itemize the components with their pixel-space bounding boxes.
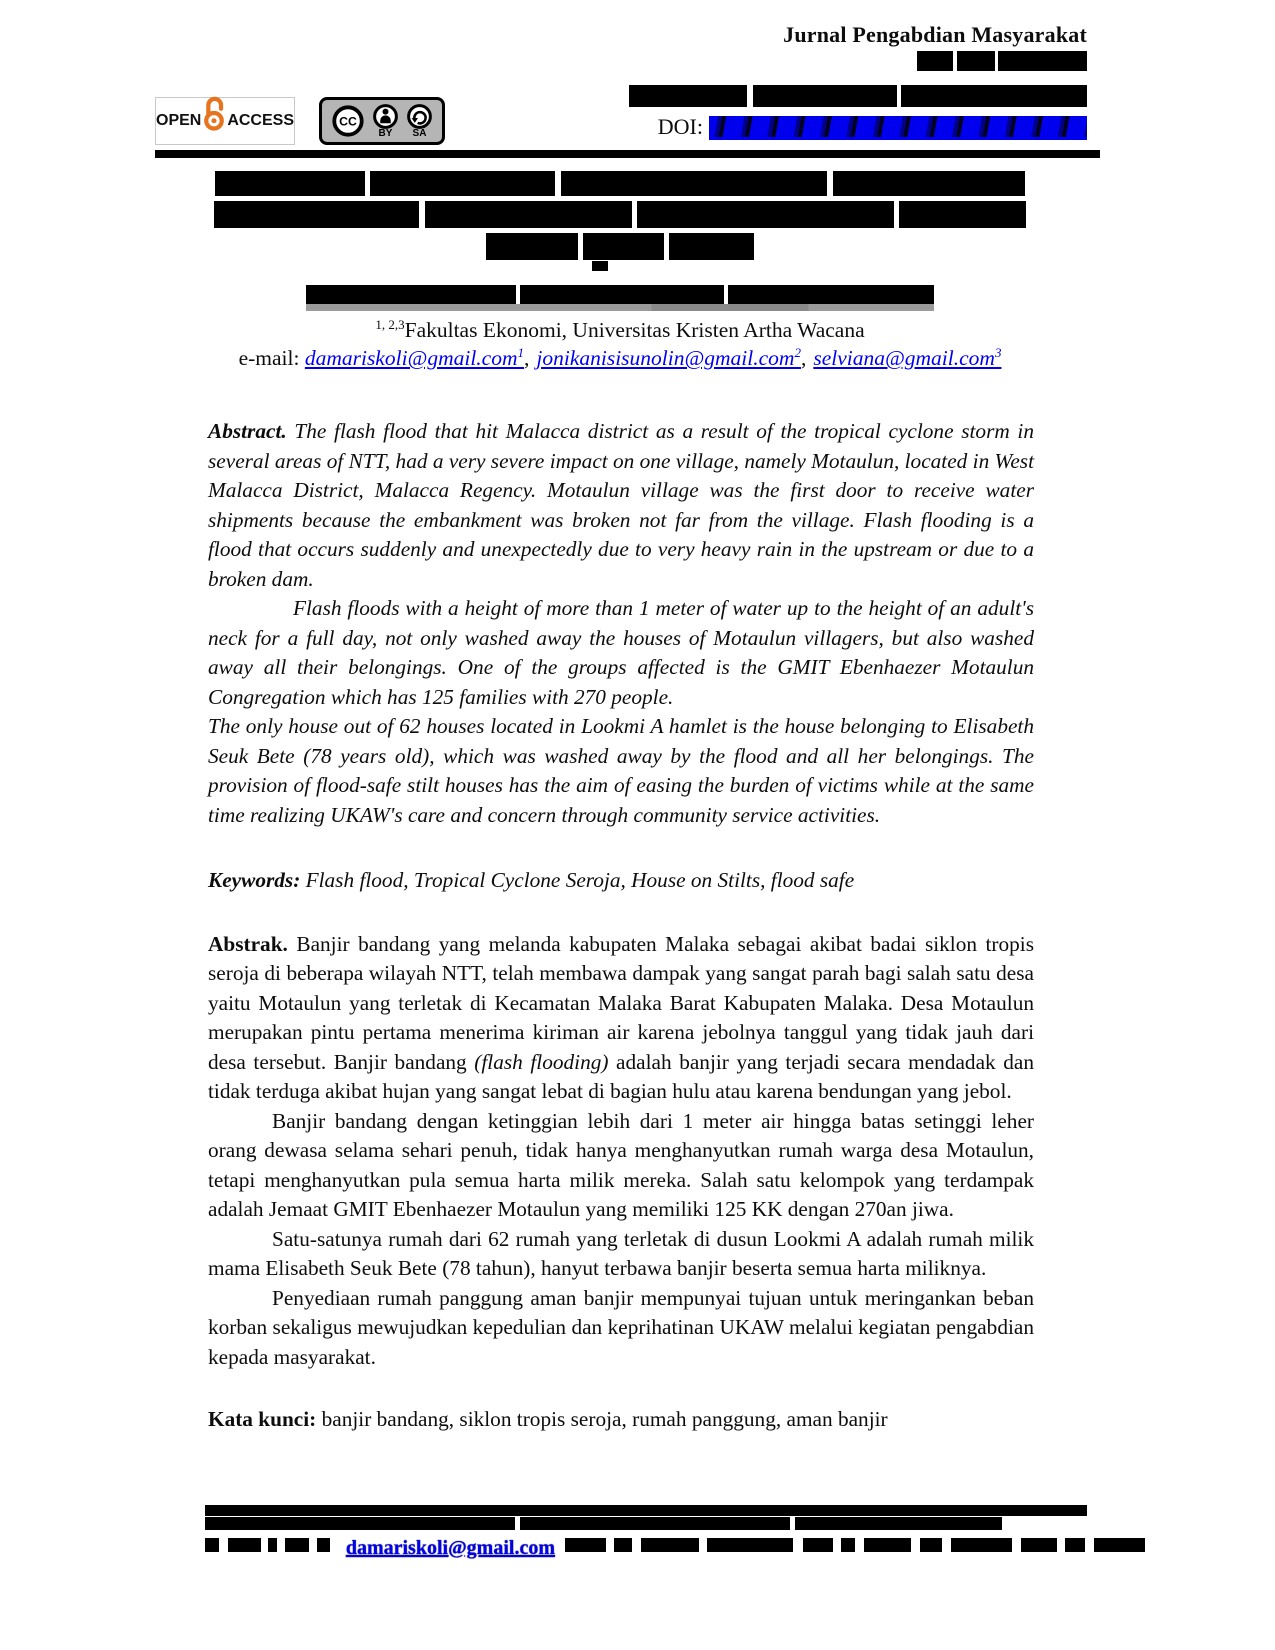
logo-row bbox=[155, 97, 445, 145]
cc-by-sa-badge bbox=[319, 97, 445, 145]
doi-row bbox=[629, 114, 1087, 140]
abstract-en-p1-text: The flash flood that hit Malacca district as a result of the tropical cyclone storm in several areas of NTT, had a very severe impact on one village, namely Motaulun, located in West Malacca District, Malacca Regency. Motaulun village was the first door to receive water shipments because the embankment was broken not far from the village. Flash flooding is a flood that occurs suddenly and unexpectedly due to very heavy rain in the upstream or due to a broken dam. bbox=[208, 419, 1035, 591]
redacted-footnote-fragment bbox=[317, 1538, 330, 1552]
footnote-email-link[interactable]: damariskoli@gmail.com bbox=[345, 1536, 555, 1559]
email-label: e-mail: bbox=[238, 346, 305, 371]
redacted-footnote-fragment bbox=[803, 1538, 833, 1552]
cc-by-label: BY bbox=[378, 128, 393, 139]
email-link-2-text: jonikanisisunolin@gmail.com bbox=[536, 346, 795, 371]
abstrak-id-p1-italic: (flash flooding) bbox=[474, 1049, 609, 1074]
redacted-volume-line bbox=[917, 51, 1087, 71]
abstrak-id-paragraph-3: Satu-satunya rumah dari 62 rumah yang terletak di dusun Lookmi A adalah rumah milik mama Elisabeth Seuk Bete (78 tahun), hanyut terbawa banjir beserta semua harta miliknya. bbox=[208, 1226, 1034, 1280]
journal-title: Jurnal Pengabdian Masyarakat bbox=[783, 22, 1087, 47]
abstract-en-paragraph-3: The only house out of 62 houses located in Lookmi A hamlet is the house belonging to Elisabeth Seuk Bete (78 years old), which was washed away by the flood and all her belongings. The provision of flood-safe stilt houses has the aim of easing the burden of victims while at the same time realizing UKAW's care and concern through community service activities. bbox=[208, 714, 1034, 827]
redacted-footnote-fragment bbox=[1065, 1538, 1085, 1552]
redacted-footnote-fragment bbox=[614, 1538, 632, 1552]
redacted-footnote-fragment bbox=[228, 1538, 262, 1552]
abstrak-id-label: Abstrak. bbox=[208, 931, 288, 956]
redacted-footnote-fragment bbox=[1094, 1538, 1145, 1552]
open-lock-icon bbox=[202, 88, 226, 138]
redacted-footnote-fragment bbox=[841, 1538, 855, 1552]
affiliation-line bbox=[375, 317, 864, 343]
email-link-2-sup: 2 bbox=[794, 345, 801, 361]
journal-header bbox=[629, 22, 1087, 140]
redacted-author-names bbox=[306, 285, 934, 304]
redacted-footnote-bar-1 bbox=[205, 1505, 1087, 1516]
cc-by-icon bbox=[372, 103, 399, 139]
email-link-1-text: damariskoli@gmail.com bbox=[304, 346, 518, 371]
title-block bbox=[0, 171, 1240, 371]
abstract-en-paragraph-1 bbox=[208, 417, 1034, 594]
keywords-line bbox=[208, 866, 1034, 896]
article-body bbox=[208, 417, 1034, 1435]
cc-sa-icon bbox=[406, 103, 433, 139]
redacted-footnote-fragment bbox=[1021, 1538, 1057, 1552]
redacted-title-line-1 bbox=[215, 171, 1025, 196]
abstract-en-label: Abstract. bbox=[208, 419, 287, 443]
email-separator: , bbox=[800, 346, 807, 371]
redacted-title-line-3 bbox=[486, 233, 754, 260]
cc-sa-label: SA bbox=[412, 128, 427, 139]
keywords-label: Keywords: bbox=[208, 868, 301, 892]
open-access-text-open: OPEN bbox=[156, 112, 202, 129]
redacted-footnote-fragment bbox=[920, 1538, 942, 1552]
redacted-title-line-2 bbox=[214, 201, 1026, 228]
email-link-3-text: selviana@gmail.com bbox=[813, 346, 995, 371]
affiliation-text: Fakultas Ekonomi, Universitas Kristen Artha Wacana bbox=[404, 318, 865, 343]
redacted-footnote-fragment bbox=[641, 1538, 698, 1552]
kata-kunci-line bbox=[208, 1405, 1034, 1435]
redacted-title-descender bbox=[592, 261, 608, 271]
header-rule bbox=[155, 150, 1100, 158]
author-names-ghost bbox=[306, 304, 934, 311]
abstrak-id-paragraph-1 bbox=[208, 930, 1034, 1107]
doi-label: DOI: bbox=[657, 114, 703, 139]
redacted-footnote-bar-2 bbox=[205, 1517, 1002, 1530]
redacted-footnote-fragment bbox=[951, 1538, 1012, 1552]
cc-icon-text: CC bbox=[339, 114, 357, 129]
email-separator: , bbox=[524, 346, 530, 371]
redacted-footnote-fragment bbox=[565, 1538, 606, 1552]
abstract-en-paragraph-2: Flash floods with a height of more than 1 meter of water up to the height of an adult's neck for a full day, not only washed away the houses of Motaulun villagers, but also washed away all their belongings. One of the groups affected is the GMIT Ebenhaezer Motaulun Congregation which has 125 families with 270 people. bbox=[208, 596, 1034, 709]
footnote-last-line bbox=[205, 1534, 1145, 1559]
email-line bbox=[239, 345, 1002, 371]
cc-icon bbox=[331, 104, 365, 138]
footnote-block bbox=[205, 1505, 1145, 1559]
open-access-text-access: ACCESS bbox=[227, 112, 294, 129]
redacted-footnote-fragment bbox=[285, 1538, 309, 1552]
abstrak-id-paragraph-4: Penyediaan rumah panggung aman banjir mempunyai tujuan untuk meringankan beban korban sekaligus mewujudkan kepedulian dan keprihatinan UKAW melalui kegiatan pengabdian kepada masyarakat. bbox=[208, 1285, 1034, 1369]
kata-kunci-label: Kata kunci: bbox=[208, 1407, 317, 1431]
affiliation-superscript: 1, 2,3 bbox=[375, 317, 405, 332]
keywords-text: Flash flood, Tropical Cyclone Seroja, House on Stilts, flood safe bbox=[305, 868, 855, 892]
redacted-footnote-fragment bbox=[268, 1538, 277, 1552]
redacted-footnote-fragment bbox=[205, 1538, 219, 1552]
abstrak-id-p1-text-b: adalah banjir yang terjadi secara mendadak dan tidak terduga akibat hujan yang sangat lebat di bagian hulu atau karena bendungan yang jebol. bbox=[208, 1049, 1035, 1103]
abstrak-id-p1-text-a: Banjir bandang yang melanda kabupaten Malaka sebagai akibat badai siklon tropis seroja di beberapa wilayah NTT, telah membawa dampak yang sangat parah bagi salah satu desa yaitu Motaulun yang terletak di Kecamatan Malaka Barat Kabupaten Malaka. Desa Motaulun merupakan pintu pertama menerima kiriman air karena jebolnya tanggul yang tidak jauh dari desa tersebut. Banjir bandang bbox=[208, 931, 1035, 1074]
email-link-1[interactable] bbox=[305, 346, 524, 370]
email-link-1-sup: 1 bbox=[517, 345, 524, 361]
open-access-logo bbox=[155, 97, 295, 145]
doi-link-redacted[interactable] bbox=[709, 116, 1087, 140]
redacted-footnote-fragment bbox=[707, 1538, 794, 1552]
email-link-2[interactable] bbox=[536, 346, 801, 370]
abstrak-id-paragraph-2: Banjir bandang dengan ketinggian lebih dari 1 meter air hingga batas setinggi leher orang dewasa selama sehari penuh, tidak hanya menghanyutkan rumah warga desa Motaulun, tetapi menghanyutkan pula semua harta milik mereka. Salah satu kelompok yang terdampak adalah Jemaat GMIT Ebenhaezer Motaulun yang memiliki 125 KK dengan 270an jiwa. bbox=[208, 1108, 1034, 1221]
email-link-3[interactable] bbox=[813, 346, 1001, 370]
email-link-3-sup: 3 bbox=[994, 345, 1002, 361]
author-line bbox=[306, 285, 934, 311]
redacted-issn-line bbox=[629, 85, 1087, 107]
kata-kunci-text: banjir bandang, siklon tropis seroja, rumah panggung, aman banjir bbox=[321, 1407, 888, 1431]
redacted-footnote-fragment bbox=[864, 1538, 911, 1552]
